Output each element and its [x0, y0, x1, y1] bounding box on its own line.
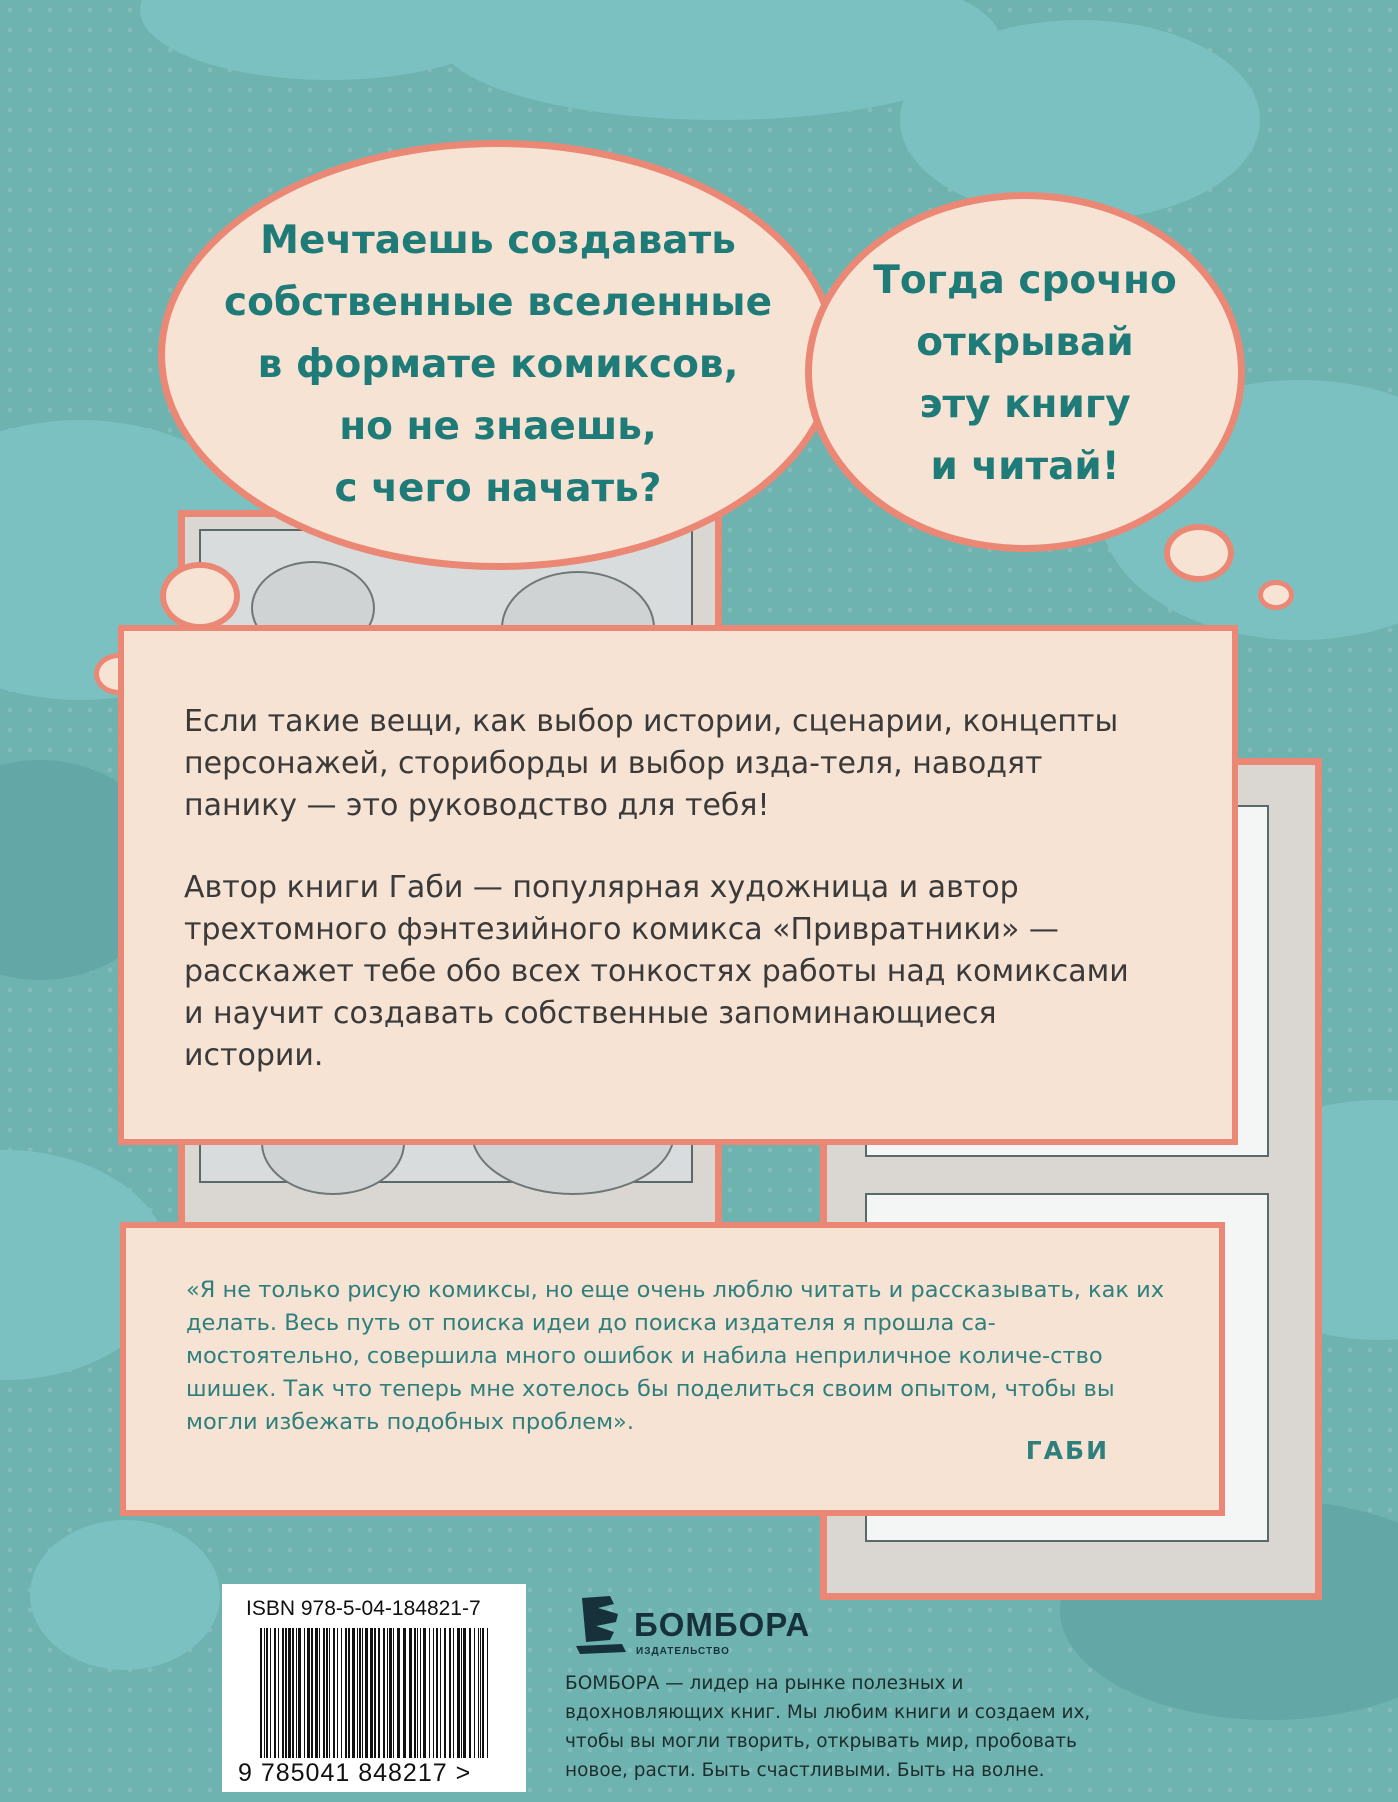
- barcode-bar: [370, 1628, 373, 1758]
- barcode-bar: [387, 1628, 388, 1758]
- barcode-bar: [333, 1628, 335, 1758]
- barcode-bar: [449, 1628, 451, 1758]
- description-paragraph: Автор книги Габи — популярная художница и автор трехтомного фэнтезийного комикса «Привратники» — расскажет тебе обо всех тонкостях работы над комиксами и научит создавать собственные запоминающиеся истории.: [184, 870, 1129, 1073]
- barcode-bar: [266, 1628, 268, 1758]
- barcode-bar: [345, 1628, 347, 1758]
- barcode-bar: [341, 1628, 342, 1758]
- description-box: [118, 625, 1238, 1145]
- barcode-bar: [420, 1628, 421, 1758]
- barcode-bar: [480, 1628, 481, 1758]
- barcode-bar: [463, 1628, 466, 1758]
- barcode-bar: [352, 1628, 355, 1758]
- barcode-bar: [296, 1628, 297, 1758]
- barcode-bar: [278, 1628, 279, 1758]
- barcode-number: 9 785041 848217 >: [238, 1759, 472, 1787]
- barcode-bar: [474, 1628, 475, 1758]
- barcode-bar: [319, 1628, 320, 1758]
- barcode-bar: [288, 1628, 291, 1758]
- barcode-bar: [326, 1628, 328, 1758]
- bubble-dot: [1164, 524, 1234, 582]
- barcode-bar: [397, 1628, 400, 1758]
- barcode-bar: [461, 1628, 462, 1758]
- author-quote-box: [120, 1222, 1225, 1516]
- publisher-description: БОМБОРА — лидер на рынке полезных и вдохновляющих книг. Мы любим книги и создаем их, чтобы вы могли творить, открывать мир, пробовать новое, расти. Быть счастливыми. Быть на волне.: [565, 1673, 1091, 1781]
- barcode-image: [260, 1628, 488, 1758]
- isbn-label: ISBN 978-5-04-184821-7: [246, 1597, 481, 1620]
- barcode-bar: [429, 1628, 430, 1758]
- barcode-bar: [357, 1628, 358, 1758]
- barcode-bar: [478, 1628, 479, 1758]
- barcode-bar: [274, 1628, 276, 1758]
- barcode-bar: [270, 1628, 271, 1758]
- barcode-bar: [304, 1628, 305, 1758]
- barcode-bar: [409, 1628, 412, 1758]
- barcode-bar: [298, 1628, 301, 1758]
- barcode-bar: [282, 1628, 284, 1758]
- barcode-bar: [292, 1628, 294, 1758]
- quote-author: ГАБИ: [1025, 1436, 1109, 1465]
- barcode-bar: [348, 1628, 350, 1758]
- barcode-bar: [260, 1628, 262, 1758]
- barcode-bar: [264, 1628, 265, 1758]
- bubble-answer-text: Тогда срочно открывай эту книгу и читай!: [873, 258, 1177, 489]
- quote-text: «Я не только рисую комиксы, но еще очень люблю читать и рассказывать, как их делать. Весь путь от поиска идеи до поиска издателя я прошла са-мостоятельно, совершила много ошибок и набила неприличное количе-ство шишек. Так что теперь мне хотелось бы поделиться своим опытом, чтобы вы могли избежать подобных проблем».: [186, 1277, 1165, 1435]
- barcode-bar: [389, 1628, 392, 1758]
- barcode-bar: [315, 1628, 318, 1758]
- barcode-bar: [482, 1628, 484, 1758]
- isbn-barcode-box: [222, 1584, 526, 1792]
- publisher-sub: ИЗДАТЕЛЬСТВО: [636, 1646, 730, 1657]
- barcode-bar: [383, 1628, 385, 1758]
- barcode-bar: [311, 1628, 313, 1758]
- barcode-bar: [337, 1628, 338, 1758]
- bubble-dot: [1258, 580, 1294, 610]
- barcode-bar: [487, 1628, 488, 1758]
- barcode-bar: [423, 1628, 426, 1758]
- barcode-bar: [307, 1628, 310, 1758]
- barcode-bar: [365, 1628, 368, 1758]
- barcode-bar: [403, 1628, 406, 1758]
- barcode-bar: [378, 1628, 380, 1758]
- barcode-bar: [414, 1628, 416, 1758]
- barcode-bar: [457, 1628, 460, 1758]
- bombora-logo-icon: [572, 1590, 632, 1660]
- barcode-bar: [444, 1628, 446, 1758]
- barcode-bar: [359, 1628, 361, 1758]
- barcode-bar: [440, 1628, 441, 1758]
- barcode-bar: [374, 1628, 376, 1758]
- barcode-bar: [329, 1628, 330, 1758]
- bubble-dot: [160, 562, 240, 630]
- publisher-name: БОМБОРА: [634, 1606, 811, 1643]
- barcode-bar: [393, 1628, 394, 1758]
- barcode-bar: [469, 1628, 471, 1758]
- barcode-bar: [436, 1628, 438, 1758]
- barcode-bar: [285, 1628, 287, 1758]
- barcode-bar: [433, 1628, 434, 1758]
- bubble-question-text: Мечтаешь создавать собственные вселенные в формате комиксов, но не знаешь, с чего начать?: [223, 218, 773, 511]
- barcode-bar: [453, 1628, 454, 1758]
- barcode-bar: [362, 1628, 363, 1758]
- description-paragraph: Если такие вещи, как выбор истории, сценарии, концепты персонажей, сториборды и выбор изда-теля, наводят панику — это руководство для тебя!: [184, 704, 1119, 823]
- barcode-bar: [323, 1628, 325, 1758]
- barcode-bar: [417, 1628, 418, 1758]
